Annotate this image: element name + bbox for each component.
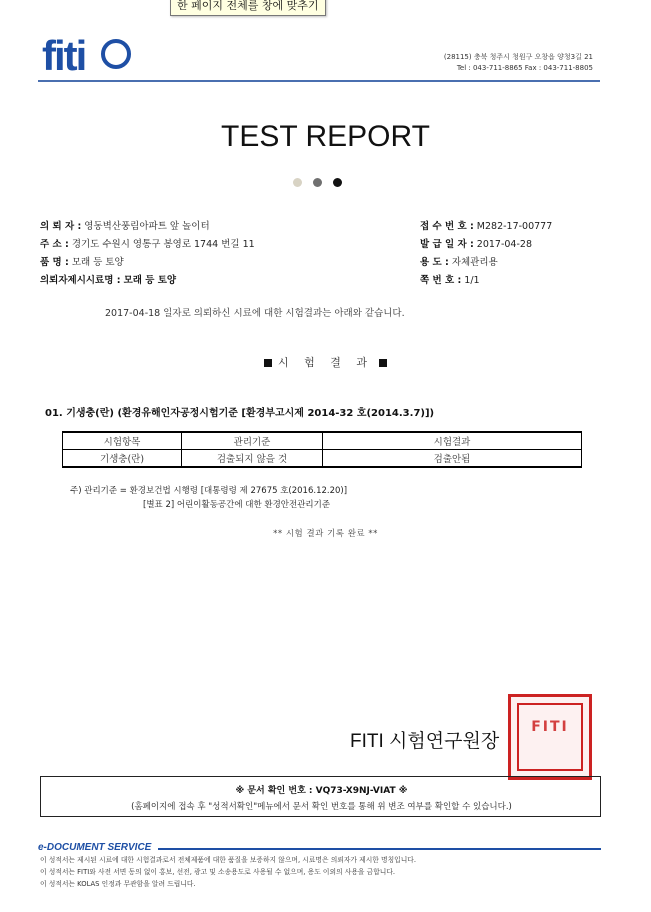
usage-label: 용 도 : bbox=[420, 257, 449, 268]
seal-text: FITI bbox=[531, 719, 569, 735]
decor-dot-2 bbox=[313, 178, 322, 187]
end-of-results: ** 시험 결과 기록 완료 ** bbox=[273, 529, 378, 539]
document-number: ※ 문서 확인 번호 : VQ73-X9NJ-VIAT ※ bbox=[235, 786, 408, 796]
page-value: 1/1 bbox=[464, 275, 480, 286]
disclaimer-line-3: 이 성적서는 KOLAS 인정과 무관함을 알려 드립니다. bbox=[40, 880, 196, 888]
table-header-row bbox=[63, 432, 582, 450]
disclaimer-line-2: 이 성적서는 FITI와 사전 서면 동의 없이 홍보, 선전, 광고 및 소송용도로 사용될 수 없으며, 용도 이외의 사용을 금합니다. bbox=[40, 868, 396, 876]
svg-text:fiti: fiti bbox=[42, 32, 86, 76]
decor-dot-1 bbox=[293, 178, 302, 187]
disclaimer-line-1: 이 성적서는 제시된 시료에 대한 시험결과로서 전체제품에 대한 품질을 보증하지 않으며, 시료명은 의뢰자가 제시한 명칭입니다. bbox=[40, 856, 416, 864]
address-row bbox=[40, 236, 255, 250]
receipt-value: M282-17-00777 bbox=[476, 221, 553, 232]
edocument-service-label: e-DOCUMENT SERVICE bbox=[38, 842, 152, 853]
note-line-2: [별표 2] 어린이활동공간에 대한 환경안전관리기준 bbox=[143, 500, 331, 510]
sample-label: 의뢰자제시시료명 : bbox=[40, 275, 121, 286]
seal-inner-border bbox=[517, 703, 583, 771]
results-table bbox=[62, 431, 582, 468]
product-value: 모래 등 토양 bbox=[71, 257, 124, 268]
signer-name: FITI 시험연구원장 bbox=[350, 731, 500, 752]
sample-value: 모래 등 토양 bbox=[123, 275, 177, 286]
table-header-cell: 시험항목 bbox=[63, 432, 182, 450]
table-cell: 검출안됨 bbox=[323, 450, 582, 468]
product-label: 품 명 : bbox=[40, 257, 69, 268]
square-bullet-left-icon bbox=[264, 359, 272, 367]
page-label: 쪽 번 호 : bbox=[420, 275, 462, 286]
header-address: (28115) 충북 청주시 청원구 오창읍 양청3길 21 bbox=[443, 53, 593, 61]
receipt-label: 접 수 번 호 : bbox=[420, 221, 474, 232]
receipt-row bbox=[420, 218, 552, 232]
intro-text: 2017-04-18 일자로 의뢰하신 시료에 대한 시험결과는 아래와 같습니다. bbox=[105, 308, 405, 319]
address-label: 주 소 : bbox=[40, 239, 69, 250]
issue-value: 2017-04-28 bbox=[476, 239, 532, 250]
note-line-1: 주) 관리기준 = 환경보건법 시행령 [대통령령 제 27675 호(2016.12.20)] bbox=[70, 486, 348, 496]
report-title: TEST REPORT bbox=[221, 120, 430, 153]
page-row bbox=[420, 272, 480, 286]
product-row bbox=[40, 254, 124, 268]
table-header-cell: 관리기준 bbox=[182, 432, 323, 450]
table-cell: 검출되지 않을 것 bbox=[182, 450, 323, 468]
table-header-cell: 시험결과 bbox=[323, 432, 582, 450]
client-value: 영동벽산풍림아파트 앞 놀이터 bbox=[84, 221, 210, 232]
usage-value: 자체관리용 bbox=[451, 257, 498, 268]
client-label: 의 뢰 자 : bbox=[40, 221, 82, 232]
official-seal bbox=[508, 694, 592, 780]
issue-label: 발 급 일 자 : bbox=[420, 239, 474, 250]
header-contact: Tel : 043-711-8865 Fax : 043-711-8805 bbox=[456, 64, 593, 72]
table-cell: 기생충(란) bbox=[63, 450, 182, 468]
section-heading bbox=[0, 354, 651, 370]
table-row bbox=[63, 450, 582, 468]
document-verify-description: (홈페이지에 접속 후 "성적서확인"메뉴에서 문서 확인 번호를 통해 위 변조 여부를 확인할 수 있습니다.) bbox=[131, 802, 512, 812]
sample-row bbox=[40, 272, 176, 286]
square-bullet-right-icon bbox=[379, 359, 387, 367]
fit-page-tooltip: 한 페이지 전체를 창에 맞추기 bbox=[170, 0, 326, 16]
fiti-logo bbox=[40, 32, 140, 76]
document-verification-box bbox=[40, 776, 601, 817]
client-row bbox=[40, 218, 210, 232]
address-value: 경기도 수원시 영통구 봉영로 1744 번길 11 bbox=[71, 239, 255, 250]
header-rule bbox=[38, 80, 600, 82]
test-item-title: 01. 기생충(란) (환경유해인자공정시험기준 [환경부고시제 2014-32 호(2014.3.7)]) bbox=[45, 408, 435, 419]
section-title: 시 험 결 과 bbox=[278, 356, 373, 369]
issue-row bbox=[420, 236, 532, 250]
footer-rule bbox=[158, 848, 601, 850]
decor-dot-3 bbox=[333, 178, 342, 187]
usage-row bbox=[420, 254, 498, 268]
